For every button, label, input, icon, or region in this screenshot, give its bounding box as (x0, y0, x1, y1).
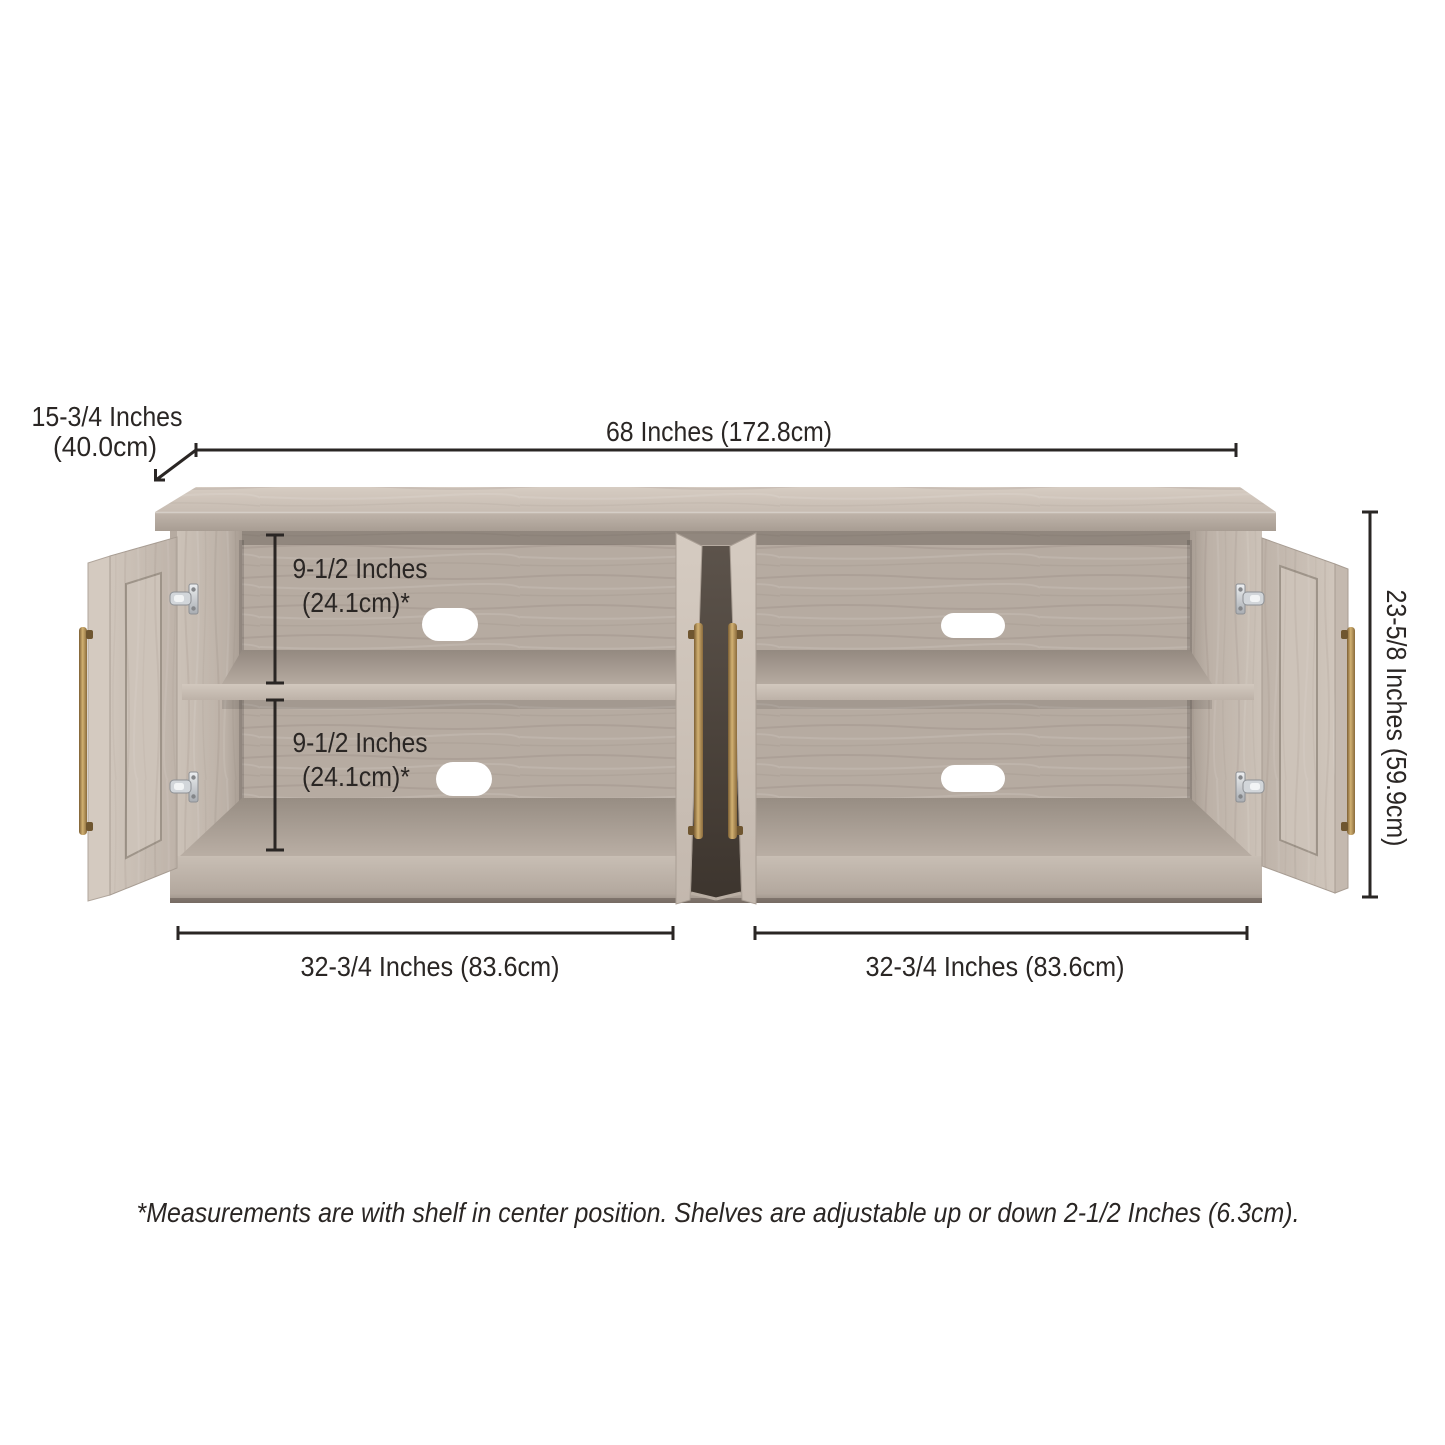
width-total-label: 68 Inches (172.8cm) (606, 416, 832, 447)
dim-height-total (1362, 512, 1378, 897)
left-door-edge-face (88, 556, 110, 901)
center-right-door-handle (728, 623, 737, 839)
top-front-edge (155, 512, 1276, 531)
cable-hole-upper-right (941, 613, 1005, 638)
left-door-handle-standoff-top (86, 630, 93, 639)
height-total-label: 23-5/8 Inches (59.9cm) (1381, 589, 1412, 878)
interior-top-shadow (242, 531, 1190, 545)
shelf-upper-label-line1: 9-1/2 Inches (292, 553, 428, 584)
dim-section-right (755, 926, 1247, 940)
footnote-text: *Measurements are with shelf in center position. Shelves are adjustable up or down 2-1/2 Inches (6.3cm). (136, 1197, 1300, 1228)
shelf-upper-label-line2: (24.1cm)* (302, 587, 411, 618)
section-left-label: 32-3/4 Inches (83.6cm) (300, 951, 560, 982)
center-left-door-handle (694, 623, 703, 839)
top-surface-grain (155, 487, 1276, 512)
cable-hole-lower-right (941, 765, 1005, 792)
cable-hole-upper-left (422, 608, 478, 641)
dim-depth-pointer (154, 450, 196, 482)
shelf-lower-label-line1: 9-1/2 Inches (292, 727, 428, 758)
center-doors-open (676, 533, 756, 904)
right-door-grain (1262, 538, 1335, 893)
right-door-edge-face (1335, 564, 1348, 893)
right-door-handle-standoff-top (1341, 630, 1348, 639)
cable-hole-lower-left (436, 762, 492, 796)
left-door-handle-standoff-bottom (86, 822, 93, 831)
depth-label-line1: 15-3/4 Inches (31, 401, 183, 432)
right-door-handle (1347, 627, 1355, 835)
depth-label-line2: (40.0cm) (53, 431, 157, 462)
section-right-label: 32-3/4 Inches (83.6cm) (865, 951, 1125, 982)
dim-section-left (178, 926, 673, 940)
shelf-lower-label-line2: (24.1cm)* (302, 761, 411, 792)
left-door-handle (79, 627, 87, 835)
right-door-handle-standoff-bottom (1341, 822, 1348, 831)
cabinet-top (155, 487, 1276, 531)
left-door-grain (110, 537, 177, 895)
